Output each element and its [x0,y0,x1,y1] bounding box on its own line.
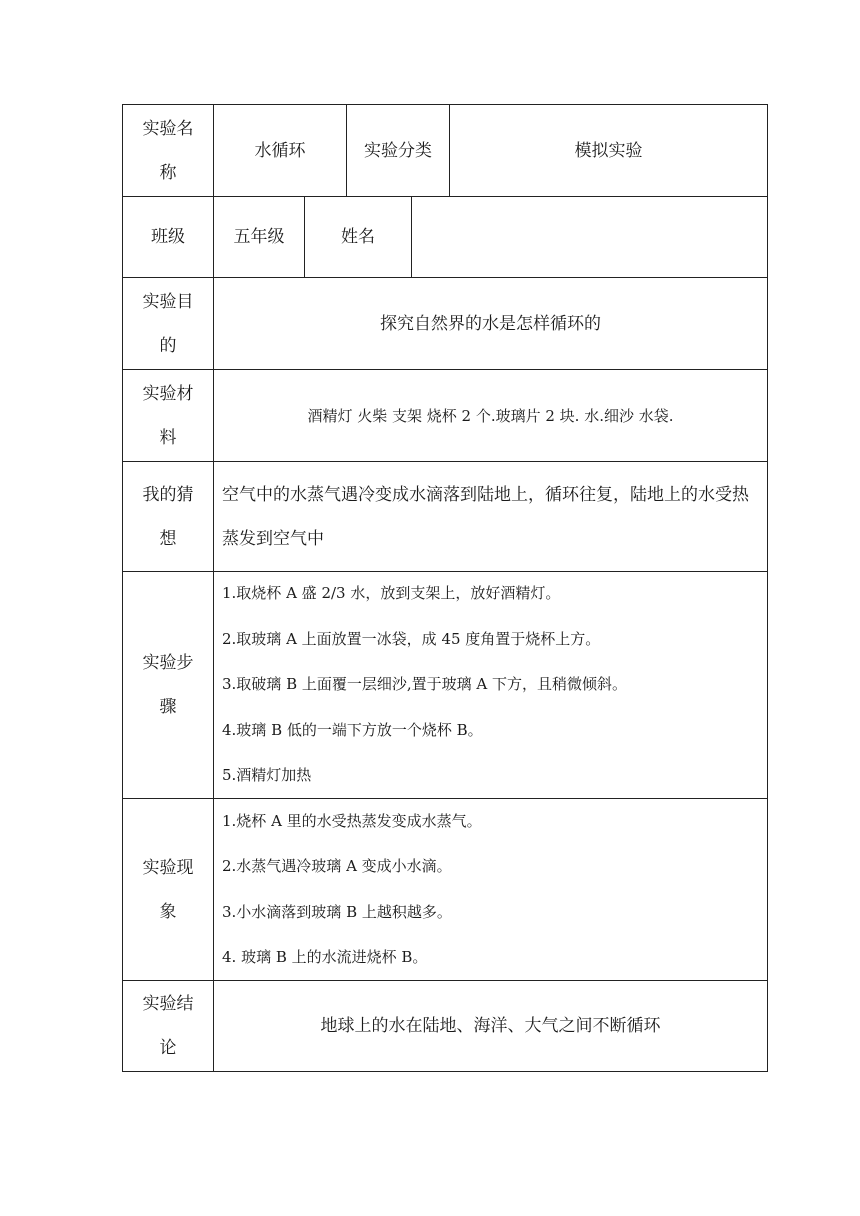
value-guess: 空气中的水蒸气遇冷变成水滴落到陆地上，循环往复，陆地上的水受热蒸发到空气中 [213,462,767,571]
row-experiment-name [122,104,768,196]
value-experiment-name: 水循环 [213,105,346,196]
row-class [122,196,768,277]
row-phenomena [122,798,768,980]
label-steps: 实验步骤 [142,653,194,717]
label-purpose: 实验目的 [142,291,194,356]
row-conclusion [122,980,768,1072]
label-experiment-name: 实验名称 [142,118,194,183]
step-item: 2.取玻璃 A 上面放置一冰袋，成 45 度角置于烧杯上方。 [222,629,601,648]
value-materials: 酒精灯 火柴 支架 烧杯 2 个.玻璃片 2 块. 水.细沙 水袋. [213,370,767,461]
step-item: 5.酒精灯加热 [222,766,312,785]
value-student-name [411,197,767,277]
row-steps [122,571,768,798]
label-student-name: 姓名 [304,197,411,277]
label-experiment-category: 实验分类 [346,105,449,196]
phenomenon-item: 4. 玻璃 B 上的水流进烧杯 B。 [222,948,428,966]
label-guess: 我的猜想 [142,484,194,549]
phenomenon-item: 2.水蒸气遇冷玻璃 A 变成小水滴。 [222,857,452,875]
experiment-report-table [122,104,768,1072]
row-purpose [122,277,768,369]
phenomena-list [213,799,767,980]
label-phenomena: 实验现象 [142,857,194,922]
value-purpose: 探究自然界的水是怎样循环的 [213,278,767,369]
step-item: 1.取烧杯 A 盛 2/3 水，放到支架上，放好酒精灯。 [222,584,561,603]
label-class: 班级 [151,227,185,247]
phenomenon-item: 3.小水滴落到玻璃 B 上越积越多。 [222,902,452,921]
value-experiment-category: 模拟实验 [449,105,767,196]
row-materials [122,369,768,461]
step-item: 4.玻璃 B 低的一端下方放一个烧杯 B。 [222,720,483,739]
value-conclusion: 地球上的水在陆地、海洋、大气之间不断循环 [213,981,767,1071]
row-guess [122,461,768,571]
phenomenon-item: 1.烧杯 A 里的水受热蒸发变成水蒸气。 [222,811,482,830]
label-conclusion: 实验结论 [142,994,194,1058]
step-item: 3.取破璃 B 上面覆一层细沙,置于玻璃 A 下方，且稍微倾斜。 [222,675,628,694]
steps-list [213,572,767,798]
value-class: 五年级 [213,197,304,277]
label-materials: 实验材料 [142,383,194,448]
